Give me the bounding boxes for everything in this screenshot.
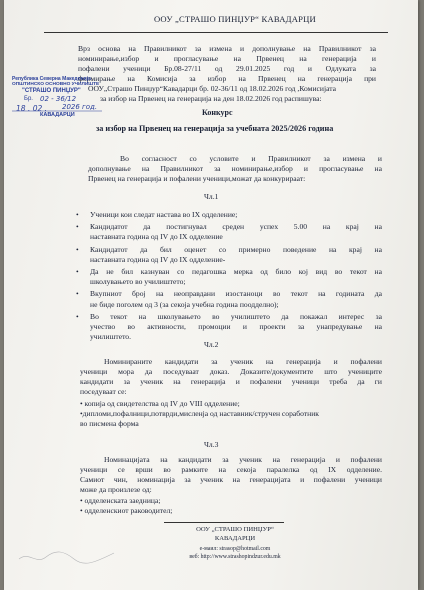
article-2-item: • копија од свидетелства од IV до VIII одделение;	[80, 399, 240, 408]
article-2-line: ученици мора да поседуваат доказ. Доказите/документите што учениците	[80, 367, 382, 376]
article-1-item	[90, 289, 382, 309]
preamble-line: пофалени ученици Бр.08-27/11 од 29.01.2025 год и Одлуката за	[78, 64, 376, 73]
header-divider	[44, 32, 388, 33]
intro-line: дополнување на Правилникот за номинирање,избор и прогласување на	[88, 164, 382, 173]
preamble-line: Врз основа на Правилникот за измена и дополнување на Правилникот за	[78, 44, 376, 53]
article-2-line: Номинираните кандидати за ученик на генерација и пофалени	[104, 357, 382, 366]
stamp-school-type: ОПШТИНСКО ОСНОВНО УЧИЛИШТЕ	[12, 82, 100, 87]
article-1-item-line: • Ученици кои следат настава во IX одделение;	[90, 210, 238, 219]
article-1-item-line: школувањето во училиштето;	[90, 277, 186, 287]
article-2-item: во писмена форма	[80, 419, 139, 428]
page-title: Конкурс	[202, 108, 233, 117]
article-1-item-line: наставната година од IV до IX одделение	[90, 232, 223, 242]
article-1-item-line: • Кандидатот да постигнувал среден успех 5.00 на крај на	[90, 222, 382, 232]
signature-scribble-icon	[14, 545, 124, 569]
page-subtitle: за избор на Првенец на генерација за учебната 2025/2026 година	[96, 124, 334, 133]
footer-web: веб: http://www.strashopindzur.edu.mk	[189, 554, 281, 560]
stamp-number-label: Бр.	[24, 96, 33, 102]
preamble-line: номинирање,избор и прогласување на Првенец на генерација и	[78, 54, 376, 63]
article-3-item: • одделенската заедница;	[80, 496, 161, 505]
stamp-lines-icon	[10, 102, 106, 116]
intro-line: Во согласност со условите и Правилникот за измена и	[120, 154, 382, 163]
article-3-line: ученици се врши во рамките на секоја паралелка од IX одделение.	[80, 465, 382, 474]
article-3-line: Номинацијата на кандидати за ученик на генерација и пофалени	[104, 455, 382, 464]
preamble-line: за избор на Првенец на генерација на ден 18.02.2026 год распишува:	[100, 94, 322, 103]
preamble-line: ООУ„Страшо Пинџур“Кавадарци бр. 02-36/11 од 18.02.2026 год ,Комисијата	[88, 84, 337, 93]
article-3-heading: Чл.3	[204, 440, 219, 449]
article-2-item: •дипломи,пофалници,потврди,мисленја од наставник/стручен соработник	[80, 409, 319, 418]
article-1-item	[90, 210, 382, 220]
registration-stamp	[10, 76, 106, 116]
article-1-item-line: наставната година од IV до IX одделение-	[90, 254, 226, 264]
article-3-line: Самиот чин, номинација за ученик на генерацијата и пофалени ученици	[80, 475, 382, 484]
article-1-item	[90, 245, 382, 265]
document-page	[4, 0, 418, 590]
intro-line: Првенец на генерација и пофалени ученици,можат да конкурираат:	[88, 174, 306, 183]
article-1-item-line: не биде поголем од 3 (за секоја учебна година поодделно);	[90, 299, 279, 309]
article-3-line: може да произлезе од:	[80, 485, 152, 494]
article-1-item-line: • Вкупниот број на неоправдани изостаноци во текот на годината да	[90, 289, 382, 299]
article-1-heading: Чл.1	[204, 192, 219, 201]
stamp-number-value: 02 - 36/12	[40, 95, 77, 103]
stamp-date: 18 . 02 .	[16, 104, 48, 113]
article-1-item-line: • Кандидатот да бил оценет со примерно поведение на крај на	[90, 244, 382, 254]
school-header: ООУ „СТРАШО ПИНЏУР“ КАВАДАРЦИ	[154, 14, 316, 24]
footer-city: КАВАДАРЦИ	[214, 535, 256, 542]
article-1-item-line: • Да не бил казнуван со педагошка мерка од било кој вид во текот на	[90, 267, 382, 277]
article-1-list	[90, 210, 382, 342]
article-1-item-line: училиштето.	[90, 332, 131, 342]
article-3-item: • одделенскиот раководител;	[80, 506, 173, 515]
preamble-line: формирање на Комисија за избор на Првенец на генерација при	[78, 74, 376, 83]
stamp-city: КАВАДАРЦИ	[40, 112, 75, 118]
article-1-item	[90, 222, 382, 242]
footer-school: ООУ „СТРАШО ПИНЏУР“	[196, 526, 274, 533]
stamp-year: 2026 год.	[62, 103, 98, 111]
footer-email: е-маил: strasop@hotmail.com	[199, 546, 271, 552]
article-1-item-line: учество во активности, промоции и проекти за унапредување на	[90, 322, 382, 332]
footer-divider	[164, 522, 284, 523]
article-1-item	[90, 312, 382, 343]
stamp-republic: Република Северна Македонија	[12, 76, 91, 82]
stamp-school-name: "СТРАШО ПИНЏУР"	[22, 88, 81, 94]
article-1-item	[90, 267, 382, 287]
article-1-item-line: • Во текот на школувањето во училиштето да покажал интерес за	[90, 311, 382, 321]
article-2-heading: Чл.2	[204, 340, 219, 349]
article-2-line: поседуваат се:	[80, 387, 127, 396]
article-2-line: кандидати за ученик на генерација и пофалени ученици треба да ги	[80, 377, 382, 386]
